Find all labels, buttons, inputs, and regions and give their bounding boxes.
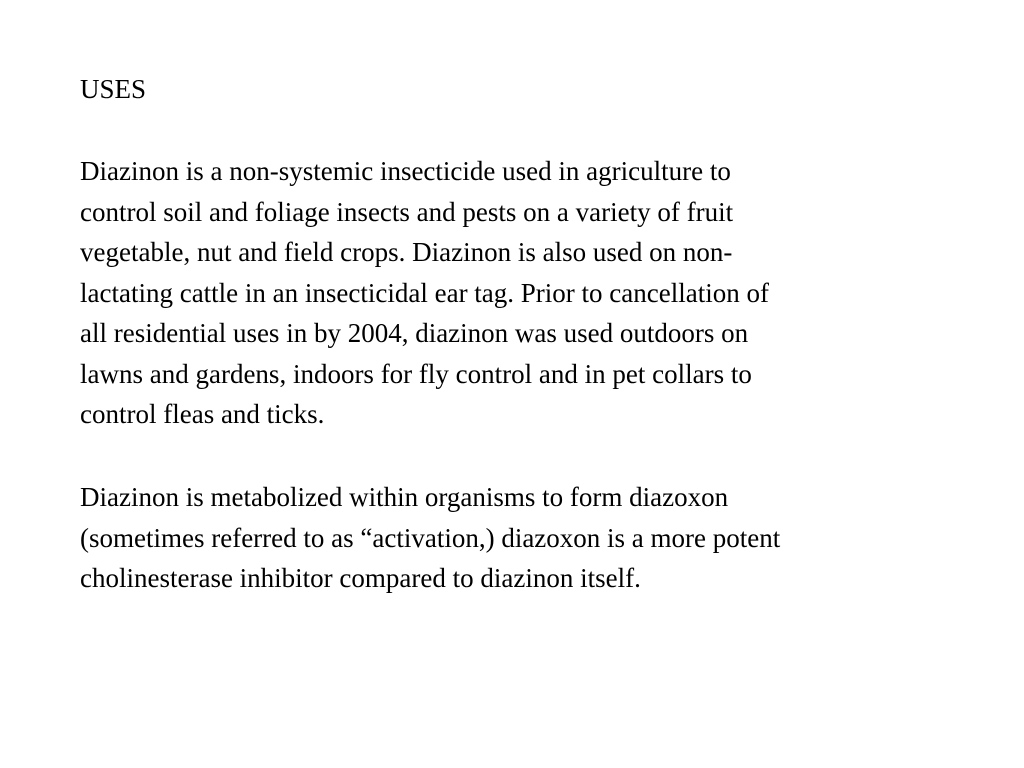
paragraph-line: cholinesterase inhibitor compared to diazinon itself. (80, 563, 641, 593)
paragraph-uses (80, 151, 980, 435)
paragraph-line: lactating cattle in an insecticidal ear tag. Prior to cancellation of (80, 277, 769, 308)
paragraph-line: Diazinon is metabolized within organisms to form diazoxon (80, 482, 729, 512)
paragraph-line: control soil and foliage insects and pests on a variety of fruit (80, 196, 734, 227)
paragraph-line: Diazinon is a non-systemic insecticide used in agriculture to (80, 156, 731, 186)
paragraph-line: lawns and gardens, indoors for fly control and in pet collars to (80, 358, 752, 389)
paragraph-metabolism (80, 477, 980, 599)
heading-text: USES (80, 74, 147, 104)
slide-heading (80, 69, 980, 110)
paragraph-line: vegetable, nut and field crops. Diazinon is also used on non- (80, 237, 733, 267)
paragraph-line: all residential uses in by 2004, diazinon was used outdoors on (80, 318, 749, 348)
paragraph-line: (sometimes referred to as “activation,) diazoxon is a more potent (80, 522, 781, 553)
paragraph-line: control fleas and ticks. (80, 399, 325, 429)
